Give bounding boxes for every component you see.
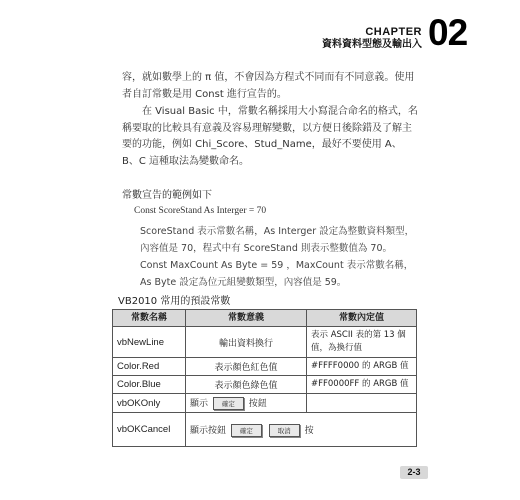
table-header-row [113,310,417,327]
cell-name: Color.Red [113,358,186,376]
ok-button-image: 確定 [231,424,262,437]
cell-value: #FF0000FF 的 ARGB 值 [307,376,417,394]
table-row [113,358,417,376]
meaning-prefix: 顯示 [190,399,209,409]
cell-name: vbOKCancel [113,413,186,447]
paragraph-2: 在 Visual Basic 中，常數名稱採用大小寫混合命名的格式，名稱要取的比較具有意義及容易理解變數，以方便日後除錯及了解主要的功能，例如 Chi_Score、Stud_Name，最好不要使用 A、B、C 這種取法為變數命名。 [122,106,418,167]
meaning-prefix: 顯示按鈕 [190,425,227,436]
cell-value: 表示 ASCII 表的第 13 個值，為換行值 [307,327,417,358]
example-title: 常數宣告的範例如下 [122,190,212,201]
cell-value: #FFFF0000 的 ARGB 值 [307,358,417,376]
cell-name: vbOKOnly [113,394,186,413]
cancel-button-image: 取消 [269,424,300,437]
chapter-header [322,26,422,51]
cell-name: vbNewLine [113,327,186,358]
header-name: 常數名稱 [113,310,186,327]
table-row [113,327,417,358]
table-row [113,376,417,394]
page-number: 2-3 [400,466,428,479]
cell-meaning: 輸出資料換行 [186,327,307,358]
cell-value [307,394,417,413]
header-value: 常數內定值 [307,310,417,327]
paragraph-1: 容，就如數學上的 π 值，不會因為方程式不同而有不同意義。使用者自訂常數是用 Const 進行宣告的。 [122,72,415,100]
meaning-suffix: 按 [304,425,314,436]
cell-name: Color.Blue [113,376,186,394]
chapter-label: CHAPTER [365,26,422,38]
ok-button-image: 確定 [213,397,244,410]
table-row [113,413,417,447]
cell-meaning [186,394,307,413]
chapter-title: 資料資料型態及輸出入 [322,39,422,50]
cell-meaning: 表示顏色紅色值 [186,358,307,376]
constants-table [112,309,417,447]
table-row [113,394,417,413]
header-meaning: 常數意義 [186,310,307,327]
meaning-suffix: 按鈕 [248,399,267,409]
chapter-number: 02 [428,12,468,53]
cell-meaning: 表示顏色綠色值 [186,376,307,394]
description-2: Const MaxCount As Byte = 59 ，MaxCount 表示常數名稱，As Byte 設定為位元組變數類型，內容值是 59。 [140,260,414,288]
description-1: ScoreStand 表示常數名稱，As Interger 設定為整數資料類型，內容值是 70，程式中有 ScoreStand 則表示整數值為 70。 [140,226,415,254]
code-line-1: Const ScoreStand As Interger = 70 [134,206,267,216]
table-title: VB2010 常用的預設常數 [118,296,231,307]
cell-meaning [186,413,417,447]
